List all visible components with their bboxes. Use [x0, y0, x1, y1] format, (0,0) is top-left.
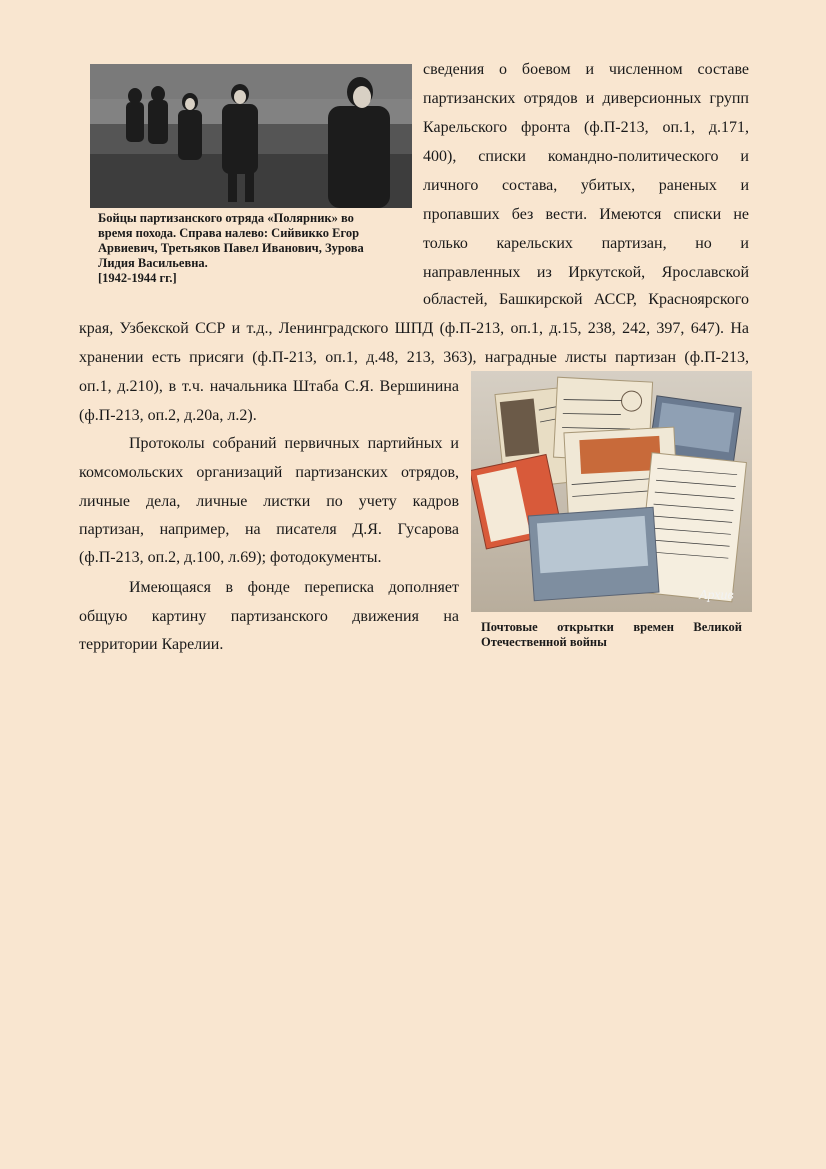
- text-line: личного состава, убитых, раненых и: [423, 177, 749, 194]
- caption-line: Арвиевич, Третьяков Павел Иванович, Зурова: [98, 241, 364, 255]
- text-line: Имеющаяся в фонде переписка дополняет: [129, 579, 459, 596]
- text-line: только карельских партизан, но и: [423, 235, 749, 252]
- postcards-photo-caption: [481, 620, 742, 650]
- text-line: территории Карелии.: [79, 636, 224, 653]
- text-line: областей, Башкирской АССР, Красноярского: [423, 291, 749, 308]
- text-line: партизанских отрядов и диверсионных групп: [423, 90, 749, 107]
- text-line: Протоколы собраний первичных партийных и: [129, 435, 459, 452]
- text-line: сведения о боевом и численном составе: [423, 61, 749, 78]
- text-line: партизан, например, на писателя Д.Я. Гусарова: [79, 521, 459, 538]
- text-line: 400), списки командно-политического и: [423, 148, 749, 165]
- text-line: хранении есть присяги (ф.П-213, оп.1, д.48, 213, 363), наградные листы партизан (ф.П-213,: [79, 349, 749, 366]
- text-line: (ф.П-213, оп.2, д.20а, л.2).: [79, 407, 257, 424]
- caption-line: Бойцы партизанского отряда «Полярник» во: [98, 211, 354, 225]
- caption-line: Почтовые открытки времен Великой: [481, 620, 742, 634]
- archive-watermark: Архив: [699, 588, 734, 603]
- text-line: комсомольских организаций партизанских отрядов,: [79, 464, 459, 481]
- caption-line: время похода. Справа налево: Сийвикко Егор: [98, 226, 360, 240]
- text-line: общую картину партизанского движения на: [79, 608, 459, 625]
- text-line: личные дела, личные листки по учету кадров: [79, 493, 459, 510]
- caption-line: Отечественной войны: [481, 635, 607, 649]
- partisans-photo: [90, 64, 412, 208]
- text-line: (ф.П-213, оп.2, д.100, л.69); фотодокументы.: [79, 549, 382, 566]
- text-line: Карельского фронта (ф.П-213, оп.1, д.171,: [423, 119, 749, 136]
- text-line: оп.1, д.210), в т.ч. начальника Штаба С.Я. Вершинина: [79, 378, 459, 395]
- caption-line: Лидия Васильевна.: [98, 256, 208, 270]
- text-line: пропавших без вести. Имеются списки не: [423, 206, 749, 223]
- text-line: направленных из Иркутской, Ярославской: [423, 264, 749, 281]
- text-line: края, Узбекской ССР и т.д., Ленинградского ШПД (ф.П-213, оп.1, д.15, 238, 242, 397, 647). На: [79, 320, 749, 337]
- partisans-photo-caption: [98, 211, 408, 286]
- postcards-photo: [471, 371, 752, 612]
- caption-line: [1942-1944 гг.]: [98, 271, 177, 285]
